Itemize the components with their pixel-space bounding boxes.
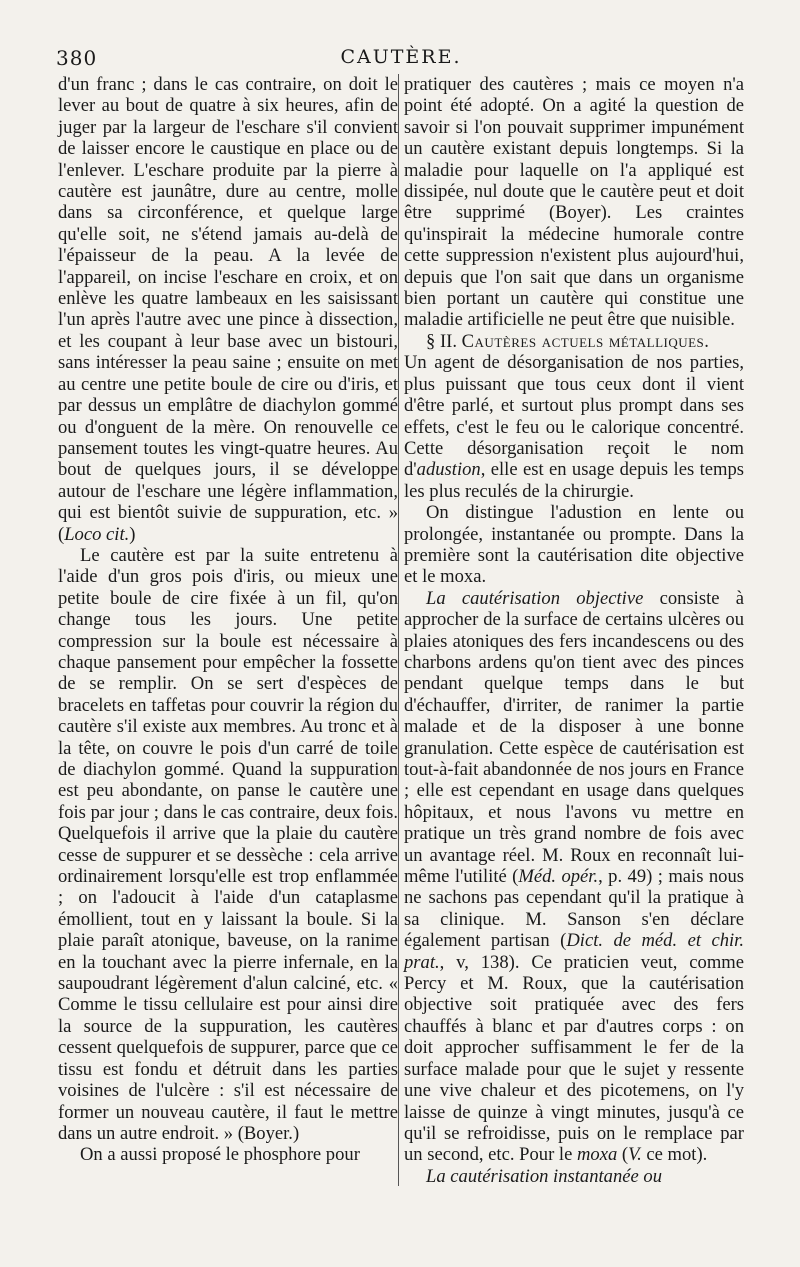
page-header [56, 46, 746, 74]
page-number: 380 [56, 46, 98, 70]
citation: Méd. opér. [518, 866, 599, 888]
paragraph: d'un franc ; dans le cas contraire, on doit le lever au bout de quatre à six heures, afin de juger par la largeur de l'eschare s'il convient de laisser encore le caustique en place ou de l'enlever. L'eschare produite par la pierre à cautère est jaunâtre, dure au centre, molle dans sa circonférence, et quelque large qu'elle soit, ne s'étend jamais au-delà de l'épaisseur de la peau. A la levée de l'appareil, on incise l'eschare en croix, et on enlève les quatre lambeaux en les saisissant l'un après l'autre avec une pince à dissection, et les coupant à leur base avec un bistouri, sans intéresser la peau saine ; ensuite on met au centre une petite boule de cire ou d'iris, et par dessus un emplâtre de diachylon gommé ou d'onguent de la mère. On renouvelle ce pansement toutes les vingt-quatre heures. Au bout de quelques jours, il se développe autour de l'eschare une légère inflammation, qui est bientôt suivie de suppuration, etc. » (Loco cit.) [58, 74, 398, 545]
right-column [404, 74, 744, 1187]
column-divider [398, 74, 399, 1186]
running-head: CAUTÈRE. [340, 46, 462, 68]
term: moxa [576, 1144, 618, 1166]
paragraph: pratiquer des cautères ; mais ce moyen n'a point été adopté. On a agité la question de savoir si l'on pouvait supprimer impunément un cautère existant depuis longtemps. Si la maladie pour laquelle on l'a appliqué est dissipée, nul doute que le cautère peut et doit être supprimé (Boyer). Les craintes qu'inspirait la médecine humorale contre cette suppression n'existent plus aujourd'hui, depuis que l'on sait que dans un organisme bien portant un cautère qui constitue une maladie artificielle ne peut être que nuisible. [404, 74, 744, 331]
term: adustion [416, 459, 481, 481]
term: La cautérisation objective [426, 587, 644, 609]
left-column [58, 74, 398, 1166]
paragraph: La cautérisation objective consiste à approcher de la surface de certains ulcères ou plaies atoniques des fers incandescens ou des charbons ardens qu'on tient avec des pinces pendant quelque temps dans le but d'échauffer, d'irriter, de ranimer la partie malade et de la disposer à une bonne granulation. Cette espèce de cautérisation est tout-à-fait abandonnée de nos jours en France ; elle est cependant en usage dans quelques hôpitaux, et nous l'avons vu mettre en pratique un très grand nombre de fois avec un avantage réel. M. Roux en reconnaît lui-même l'utilité (Méd. opér., p. 49) ; mais nous ne sachons pas cependant qu'il la pratique à sa clinique. M. Sanson s'en déclare également partisan (Dict. de méd. et chir. prat., v, 138). Ce praticien veut, comme Percy et M. Roux, que la cautérisation objective soit pratiquée avec des fers chauffés à blanc et par d'autres corps : on doit approcher suffisamment le fer de la surface malade pour que le sujet y ressente une vive chaleur et des picotemens, on l'y laisse de quinze à vingt minutes, jusqu'à ce qu'il se refroidisse, puis on le remplace par un second, etc. Pour le moxa (V. ce mot). [404, 587, 745, 1166]
paragraph: Le cautère est par la suite entretenu à l'aide d'un gros pois d'iris, ou mieux une petite boule de cire fixée à un fil, qu'on change tous les jours. Une petite compression sur la boule est nécessaire à chaque pansement pour empêcher la fossette de se remplir. On se sert d'espèces de bracelets en taffetas pour couvrir la région du cautère s'il existe aux membres. Au tronc et à la tête, on couvre le pois d'un carré de toile de diachylon gommé. Quand la suppuration est peu abondante, on panse le cautère une fois par jour ; dans le cas contraire, deux fois. Quelquefois il arrive que la plaie du cautère cesse de suppurer et se dessèche : cela arrive ordinairement lorsqu'elle est trop enflammée ; on l'adoucit à l'aide d'un cataplasme émollient, tout en y laissant la boule. Si la plaie paraît atonique, baveuse, on la ranime en la touchant avec la pierre infernale, en la saupoudrant légèrement d'alun calciné, etc. « Comme le tissu cellulaire est pour ainsi dire la source de la suppuration, les cautères cessent quelquefois de suppurer, parce que ce tissu est fondu et détruit dans les parties voisines de l'ulcère : s'il est nécessaire de former un nouveau cautère, il faut le mettre dans un autre endroit. » (Boyer.) [58, 544, 398, 1144]
citation: V. [628, 1144, 642, 1166]
citation: Dict. de méd. et chir. prat. [404, 930, 745, 973]
citation: Loco cit. [64, 523, 130, 545]
paragraph: On distingue l'adustion en lente ou prolongée, instantanée ou prompte. Dans la première sont la cautérisation dite objective et le moxa. [404, 502, 744, 588]
term: La cautérisation instantanée ou [426, 1165, 663, 1187]
section-heading: § II. Cautères actuels métalliques. [426, 330, 710, 352]
paragraph: Un agent de désorganisation de nos parties, plus puissant que tous ceux dont il vient d'être parlé, et surtout plus prompt dans ses effets, c'est le feu ou le calorique concentré. Cette désorganisation reçoit le nom d'adustion, elle est en usage depuis les temps les plus reculés de la chirurgie. [404, 352, 744, 502]
paragraph: On a aussi proposé le phosphore pour [80, 1144, 360, 1166]
paragraph [404, 1166, 744, 1187]
